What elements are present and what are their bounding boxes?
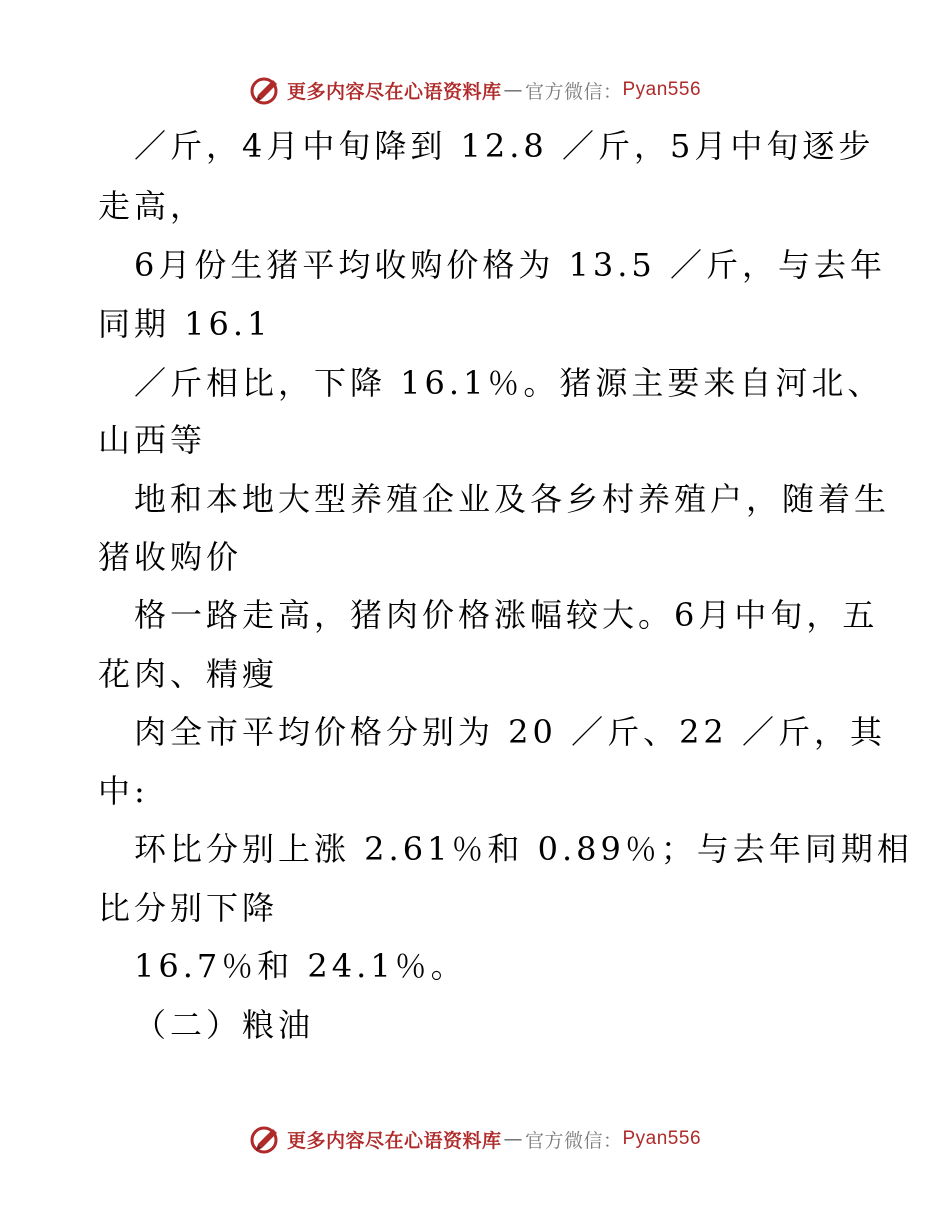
paragraph-line: ／斤，4月中旬降到 12.8 ／斤，5月中旬逐步	[134, 127, 875, 165]
watermark-official: 官方微信：	[524, 80, 623, 103]
watermark-dash: —	[503, 79, 523, 101]
pen-logo-icon	[249, 73, 283, 107]
watermark-official: 官方微信：	[524, 1129, 623, 1152]
paragraph-line: 山西等	[98, 421, 207, 459]
watermark-wechat-id: Pyan556	[622, 1128, 702, 1149]
paragraph-line: 地和本地大型养殖企业及各乡村养殖户，随着生	[134, 480, 891, 518]
paragraph-line: 肉全市平均价格分别为 20 ／斤、22 ／斤，其	[134, 713, 886, 751]
pen-logo-icon	[249, 1122, 283, 1156]
paragraph-line: 格一路走高，猪肉价格涨幅较大。6月中旬，五	[134, 596, 879, 634]
watermark-brand: 更多内容尽在心语资料库	[286, 1129, 502, 1152]
paragraph-line: 猪收购价	[98, 538, 243, 576]
section-heading: （二）粮油	[134, 1006, 315, 1044]
watermark-wechat-id: Pyan556	[622, 79, 702, 100]
paragraph-line: 比分别下降	[98, 889, 279, 927]
paragraph-line: ／斤相比，下降 16.1％。猪源主要来自河北、	[134, 364, 884, 402]
paragraph-line: 走高，	[98, 187, 207, 225]
paragraph-line: 同期 16.1	[98, 305, 272, 343]
paragraph-line: 花肉、精瘦	[98, 655, 279, 693]
header-watermark	[0, 72, 950, 108]
watermark-brand: 更多内容尽在心语资料库	[286, 80, 502, 103]
paragraph-line: 环比分别上涨 2.61％和 0.89％；与去年同期相	[134, 830, 913, 868]
paragraph-line: 16.7％和 24.1％。	[134, 947, 467, 985]
paragraph-line: 6月份生猪平均收购价格为 13.5 ／斤，与去年	[134, 246, 886, 284]
watermark-dash: —	[503, 1128, 523, 1150]
footer-watermark	[0, 1121, 950, 1157]
paragraph-line: 中:	[98, 772, 149, 810]
